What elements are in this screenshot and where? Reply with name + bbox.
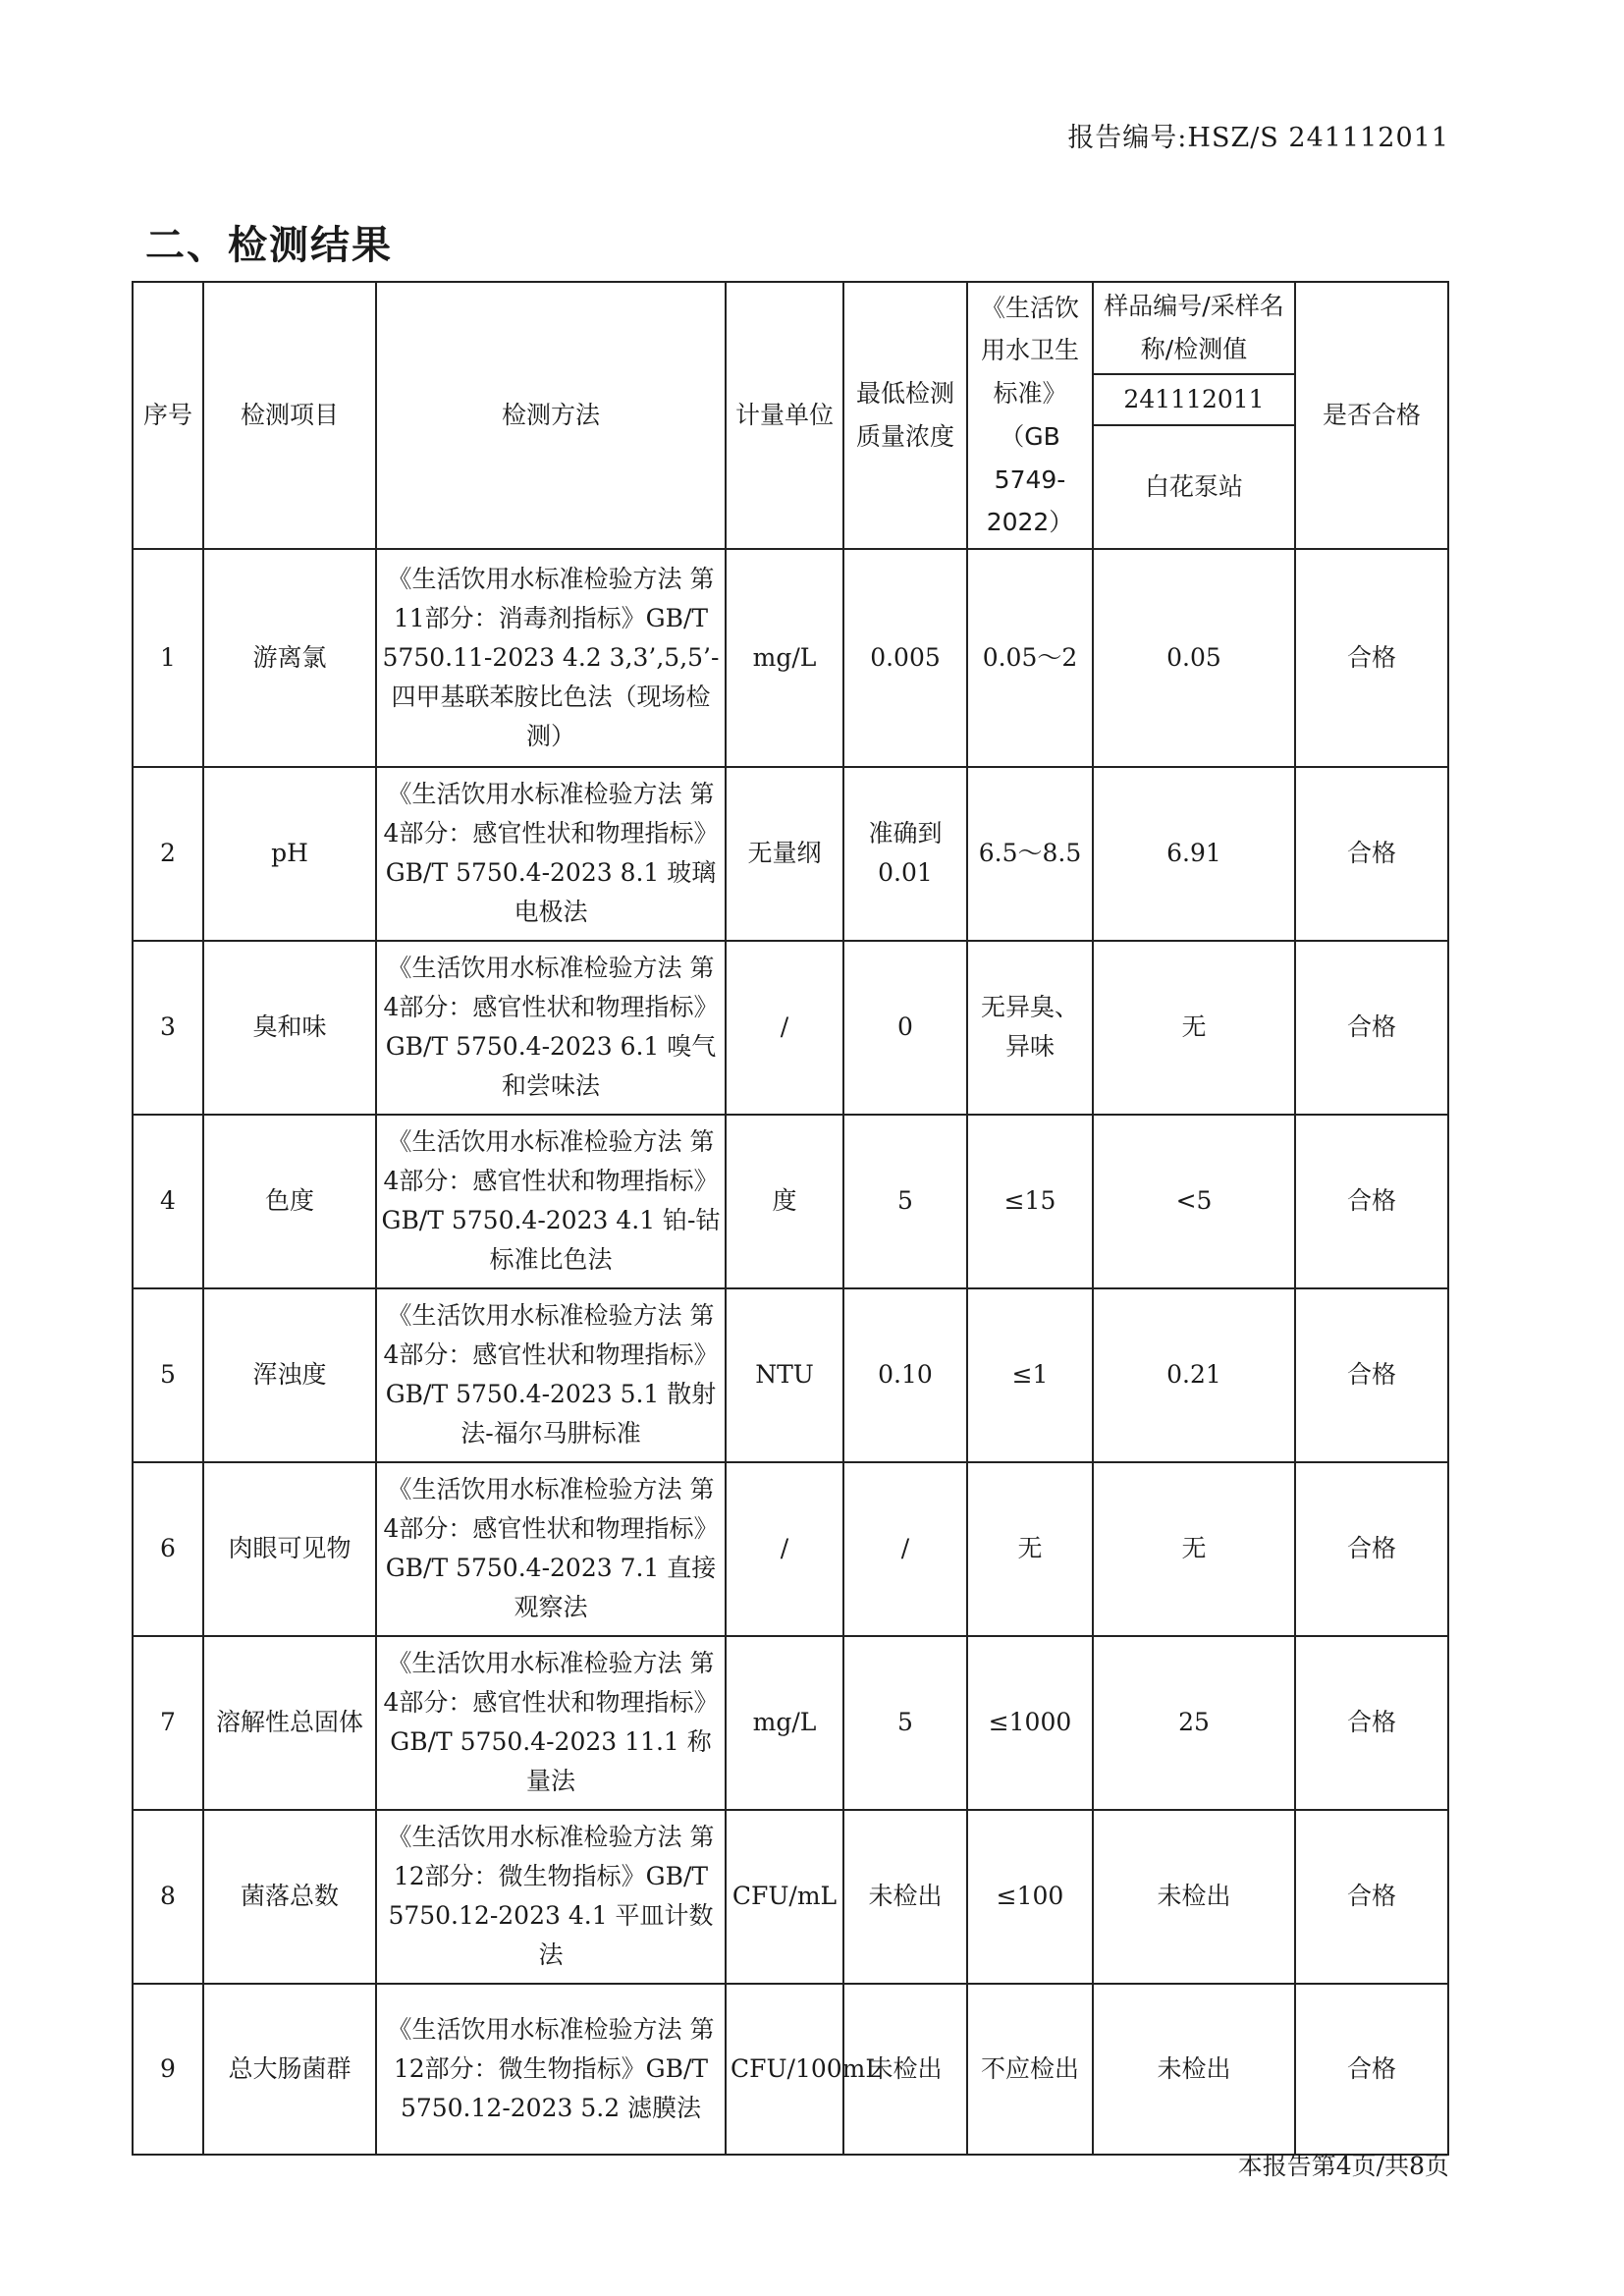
cell-result: 合格 bbox=[1295, 1288, 1448, 1462]
cell-seq: 6 bbox=[133, 1462, 203, 1636]
cell-method: 《生活饮用水标准检验方法 第4部分：感官性状和物理指标》GB/T 5750.4-2023 6.1 嗅气和尝味法 bbox=[376, 941, 726, 1115]
cell-min-detect: 5 bbox=[843, 1115, 967, 1288]
header-seq: 序号 bbox=[133, 282, 203, 549]
cell-limit: 无 bbox=[967, 1462, 1093, 1636]
table-row bbox=[133, 1636, 1448, 1810]
report-number: 报告编号:HSZ/S 241112011 bbox=[1067, 123, 1449, 153]
cell-value: <5 bbox=[1093, 1115, 1295, 1288]
cell-result: 合格 bbox=[1295, 1984, 1448, 2155]
table-row bbox=[133, 1115, 1448, 1288]
cell-min-detect: / bbox=[843, 1462, 967, 1636]
cell-method: 《生活饮用水标准检验方法 第12部分：微生物指标》GB/T 5750.12-2023 5.2 滤膜法 bbox=[376, 1984, 726, 2155]
cell-item: 菌落总数 bbox=[203, 1810, 376, 1984]
cell-unit: CFU/100mL bbox=[726, 1984, 843, 2155]
results-table bbox=[132, 281, 1449, 2156]
cell-unit: mg/L bbox=[726, 549, 843, 767]
cell-item: 游离氯 bbox=[203, 549, 376, 767]
header-standard: 《生活饮用水卫生标准》（GB 5749-2022） bbox=[967, 282, 1093, 549]
cell-unit: / bbox=[726, 1462, 843, 1636]
cell-item: 肉眼可见物 bbox=[203, 1462, 376, 1636]
cell-unit: mg/L bbox=[726, 1636, 843, 1810]
table-row bbox=[133, 767, 1448, 941]
cell-value: 未检出 bbox=[1093, 1984, 1295, 2155]
page-footer: 本报告第4页/共8页 bbox=[1237, 2152, 1449, 2180]
table-row bbox=[133, 1810, 1448, 1984]
cell-min-detect: 0.10 bbox=[843, 1288, 967, 1462]
header-sample-name: 白花泵站 bbox=[1093, 425, 1295, 549]
header-qualified: 是否合格 bbox=[1295, 282, 1448, 549]
cell-result: 合格 bbox=[1295, 1636, 1448, 1810]
cell-result: 合格 bbox=[1295, 767, 1448, 941]
cell-result: 合格 bbox=[1295, 549, 1448, 767]
header-min-detect: 最低检测质量浓度 bbox=[843, 282, 967, 549]
cell-item: 色度 bbox=[203, 1115, 376, 1288]
cell-limit: ≤1 bbox=[967, 1288, 1093, 1462]
table-row bbox=[133, 941, 1448, 1115]
cell-seq: 4 bbox=[133, 1115, 203, 1288]
cell-seq: 9 bbox=[133, 1984, 203, 2155]
header-sample-no: 241112011 bbox=[1093, 374, 1295, 425]
cell-method: 《生活饮用水标准检验方法 第4部分：感官性状和物理指标》GB/T 5750.4-2023 8.1 玻璃电极法 bbox=[376, 767, 726, 941]
cell-method: 《生活饮用水标准检验方法 第12部分：微生物指标》GB/T 5750.12-2023 4.1 平皿计数法 bbox=[376, 1810, 726, 1984]
cell-result: 合格 bbox=[1295, 1115, 1448, 1288]
cell-value: 6.91 bbox=[1093, 767, 1295, 941]
cell-method: 《生活饮用水标准检验方法 第4部分：感官性状和物理指标》GB/T 5750.4-2023 4.1 铂-钴标准比色法 bbox=[376, 1115, 726, 1288]
cell-limit: 无异臭、异味 bbox=[967, 941, 1093, 1115]
section-title: 二、检测结果 bbox=[145, 223, 393, 268]
cell-item: 浑浊度 bbox=[203, 1288, 376, 1462]
cell-limit: 6.5～8.5 bbox=[967, 767, 1093, 941]
table-row bbox=[133, 549, 1448, 767]
cell-seq: 5 bbox=[133, 1288, 203, 1462]
table-row bbox=[133, 1288, 1448, 1462]
table-row bbox=[133, 1984, 1448, 2155]
cell-unit: CFU/mL bbox=[726, 1810, 843, 1984]
cell-item: 总大肠菌群 bbox=[203, 1984, 376, 2155]
cell-item: pH bbox=[203, 767, 376, 941]
cell-min-detect: 0 bbox=[843, 941, 967, 1115]
header-item: 检测项目 bbox=[203, 282, 376, 549]
cell-limit: ≤100 bbox=[967, 1810, 1093, 1984]
cell-limit: 不应检出 bbox=[967, 1984, 1093, 2155]
cell-item: 臭和味 bbox=[203, 941, 376, 1115]
cell-value: 0.05 bbox=[1093, 549, 1295, 767]
cell-method: 《生活饮用水标准检验方法 第4部分：感官性状和物理指标》GB/T 5750.4-2023 11.1 称量法 bbox=[376, 1636, 726, 1810]
cell-result: 合格 bbox=[1295, 1810, 1448, 1984]
cell-unit: NTU bbox=[726, 1288, 843, 1462]
cell-limit: 0.05～2 bbox=[967, 549, 1093, 767]
cell-result: 合格 bbox=[1295, 941, 1448, 1115]
cell-unit: 度 bbox=[726, 1115, 843, 1288]
cell-min-detect: 未检出 bbox=[843, 1984, 967, 2155]
cell-value: 无 bbox=[1093, 1462, 1295, 1636]
cell-value: 0.21 bbox=[1093, 1288, 1295, 1462]
cell-value: 未检出 bbox=[1093, 1810, 1295, 1984]
cell-limit: ≤1000 bbox=[967, 1636, 1093, 1810]
cell-seq: 1 bbox=[133, 549, 203, 767]
table-row bbox=[133, 1462, 1448, 1636]
cell-method: 《生活饮用水标准检验方法 第11部分：消毒剂指标》GB/T 5750.11-2023 4.2 3,3’,5,5’-四甲基联苯胺比色法（现场检测） bbox=[376, 549, 726, 767]
header-method: 检测方法 bbox=[376, 282, 726, 549]
cell-result: 合格 bbox=[1295, 1462, 1448, 1636]
cell-method: 《生活饮用水标准检验方法 第4部分：感官性状和物理指标》GB/T 5750.4-2023 7.1 直接观察法 bbox=[376, 1462, 726, 1636]
cell-seq: 3 bbox=[133, 941, 203, 1115]
cell-seq: 7 bbox=[133, 1636, 203, 1810]
cell-min-detect: 准确到0.01 bbox=[843, 767, 967, 941]
header-row bbox=[133, 282, 1448, 374]
cell-min-detect: 0.005 bbox=[843, 549, 967, 767]
cell-unit: 无量纲 bbox=[726, 767, 843, 941]
cell-method: 《生活饮用水标准检验方法 第4部分：感官性状和物理指标》GB/T 5750.4-2023 5.1 散射法-福尔马肼标准 bbox=[376, 1288, 726, 1462]
cell-item: 溶解性总固体 bbox=[203, 1636, 376, 1810]
cell-min-detect: 5 bbox=[843, 1636, 967, 1810]
cell-seq: 2 bbox=[133, 767, 203, 941]
header-unit: 计量单位 bbox=[726, 282, 843, 549]
cell-seq: 8 bbox=[133, 1810, 203, 1984]
cell-value: 无 bbox=[1093, 941, 1295, 1115]
header-sample-info: 样品编号/采样名称/检测值 bbox=[1093, 282, 1295, 374]
cell-value: 25 bbox=[1093, 1636, 1295, 1810]
cell-limit: ≤15 bbox=[967, 1115, 1093, 1288]
cell-min-detect: 未检出 bbox=[843, 1810, 967, 1984]
cell-unit: / bbox=[726, 941, 843, 1115]
